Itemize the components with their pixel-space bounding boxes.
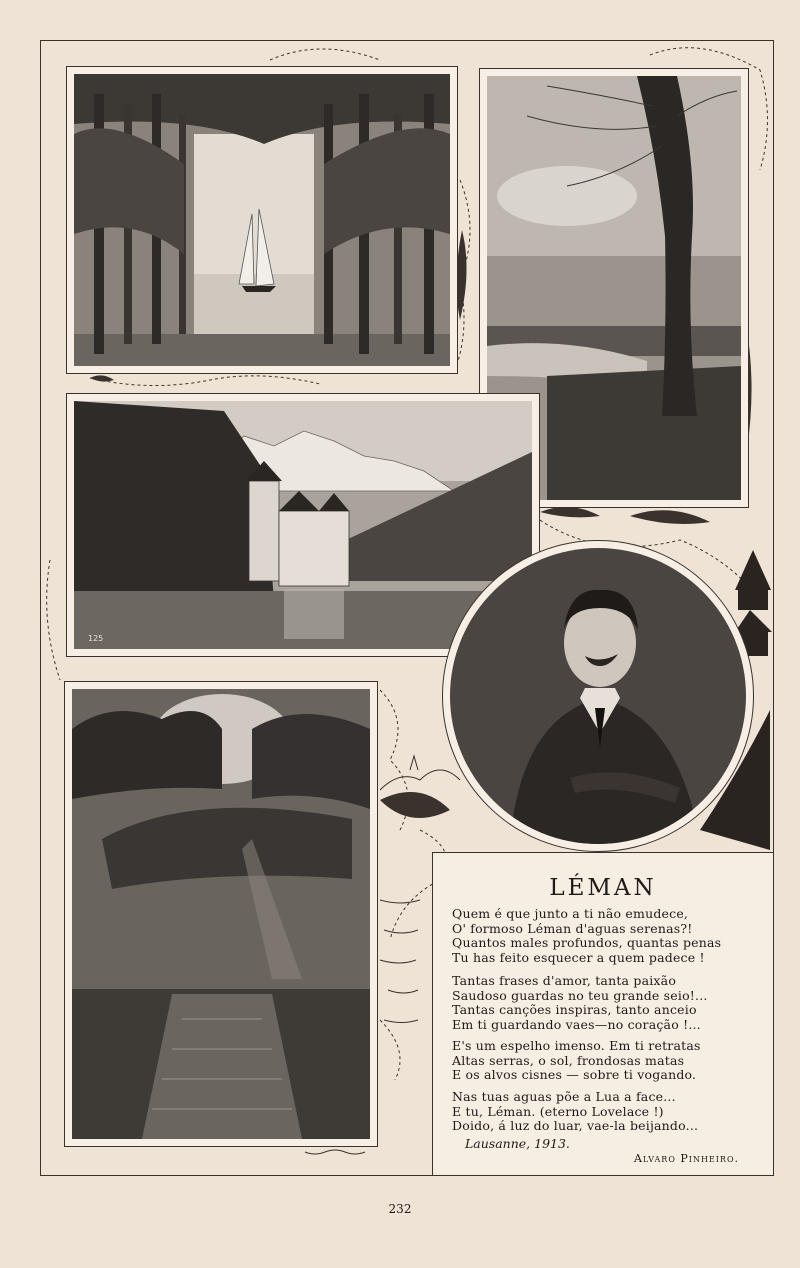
poem-stanza-2: Tantas frases d'amor, tanta paixão Saudoso guardas no teu grande seio!... Tantas canções inspiras, tanto anceio Em ti guardando vaes—no coração !... bbox=[452, 973, 708, 1032]
photo-clouds-over-lake bbox=[64, 681, 378, 1147]
poem-stanza-4: Nas tuas aguas põe a Lua a face... E tu, Léman. (eterno Lovelace !) Doido, á luz do luar, vae-la beijando... bbox=[452, 1089, 699, 1133]
castle-image bbox=[74, 401, 532, 649]
poem-stanza-1: Quem é que junto a ti não emudece, O' formoso Léman d'aguas serenas?! Quantos males profundos, quantas penas Tu has feito esquecer a quem padece ! bbox=[452, 906, 722, 965]
portrait-image bbox=[450, 548, 746, 844]
poem-box bbox=[432, 852, 774, 1176]
poem-place-date: Lausanne, 1913. bbox=[465, 1136, 570, 1151]
poem-author: Alvaro Pinheiro. bbox=[633, 1152, 739, 1165]
clouds-lake-image bbox=[72, 689, 370, 1139]
poem-title: LÉMAN bbox=[549, 875, 657, 901]
photo-tree-avenue-sailboat bbox=[66, 66, 458, 374]
tree-avenue-image bbox=[74, 74, 450, 366]
portrait-circle bbox=[442, 540, 754, 852]
castle-photo-number: 125 bbox=[88, 634, 104, 643]
page-number: 232 bbox=[388, 1202, 412, 1216]
poem-stanza-3: E's um espelho imenso. Em ti retratas Altas serras, o sol, frondosas matas E os alvos cisnes — sobre ti vogando. bbox=[452, 1038, 701, 1082]
